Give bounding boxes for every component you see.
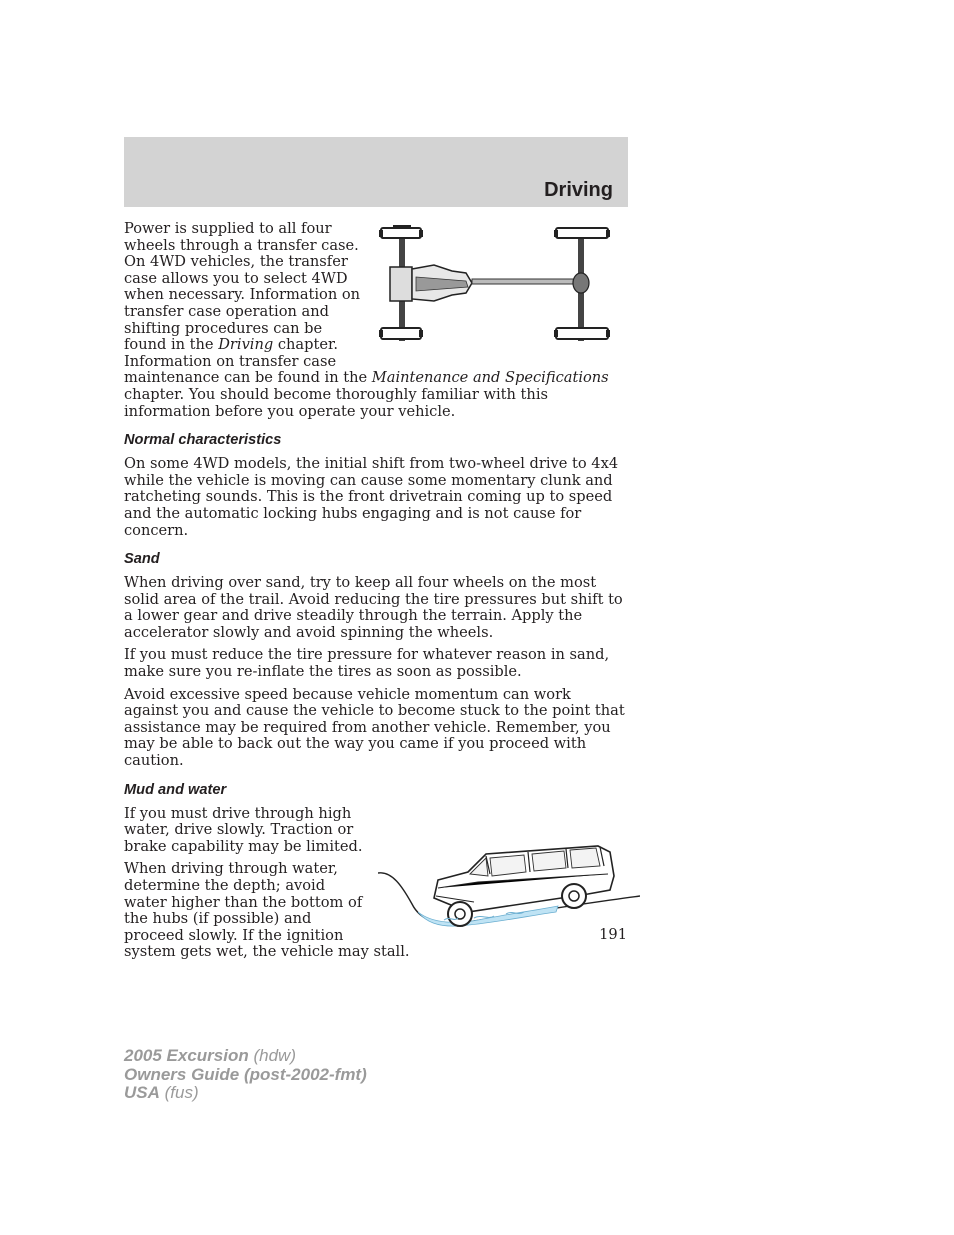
- normal-paragraph: On some 4WD models, the initial shift from two-wheel drive to 4x4 while the vehicle is moving can cause some momentary clunk and ratcheting sounds. This is the front drivetrain coming up to speed and the automatic locking hubs engaging and is not cause for concern.: [124, 455, 619, 539]
- sand-paragraph-1: When driving over sand, try to keep all four wheels on the most solid area of the trail. Avoid reducing the tire pressures but shift to a lower gear and drive steadily through the terrain. Apply the accelerator slowly and avoid spinning the wheels.: [124, 574, 623, 641]
- sand-paragraph-3: Avoid excessive speed because vehicle momentum can work against you and cause the vehicle to become stuck to the point that assistance may be required from another vehicle. Remember, you may be able to back out the way you came if you proceed with caution.: [124, 685, 625, 770]
- mud-paragraph-2: When driving through water, determine the depth; avoid water higher than the bottom of the hubs (if possible) and proceed slowly. If the ignition system gets wet, the vehicle may stall.: [124, 860, 410, 961]
- suv-water-illustration: [378, 816, 640, 936]
- intro-text-c: chapter. You should become thoroughly familiar with this information before you operate your vehicle.: [124, 385, 548, 420]
- drivetrain-diagram: [376, 221, 628, 357]
- intro-text-a: Power is supplied to all four wheels through a transfer case. On 4WD vehicles, the transfer case allows you to select 4WD when necessary. Information on transfer case operation and shifting procedures can be found in the: [124, 220, 361, 354]
- document-footer: [124, 1047, 367, 1103]
- section-heading-sand: Sand: [124, 551, 160, 568]
- footer-guide: Owners Guide (post-2002-fmt): [124, 1064, 367, 1084]
- page-content: [124, 221, 628, 967]
- mud-paragraph-1: If you must drive through high water, drive slowly. Traction or brake capability may be limited.: [124, 804, 363, 855]
- section-heading-mud: Mud and water: [124, 781, 227, 798]
- chapter-title: Driving: [544, 179, 613, 201]
- chapter-header: [124, 137, 628, 207]
- footer-market: USA: [124, 1083, 160, 1102]
- footer-market-code: (fus): [159, 1083, 199, 1102]
- sand-paragraph-2: If you must reduce the tire pressure for whatever reason in sand, make sure you re-inflate the tires as soon as possible.: [124, 646, 610, 681]
- intro-text-b: chapter. Information on transfer case maintenance can be found in the: [124, 336, 372, 387]
- footer-model-code: (hdw): [248, 1046, 296, 1065]
- intro-driving-ref: Driving: [218, 336, 274, 354]
- footer-model: 2005 Excursion: [124, 1046, 249, 1065]
- page-number: 191: [599, 926, 627, 943]
- intro-maintenance-ref: Maintenance and Specifications: [371, 369, 609, 387]
- section-heading-normal: Normal characteristics: [124, 432, 282, 449]
